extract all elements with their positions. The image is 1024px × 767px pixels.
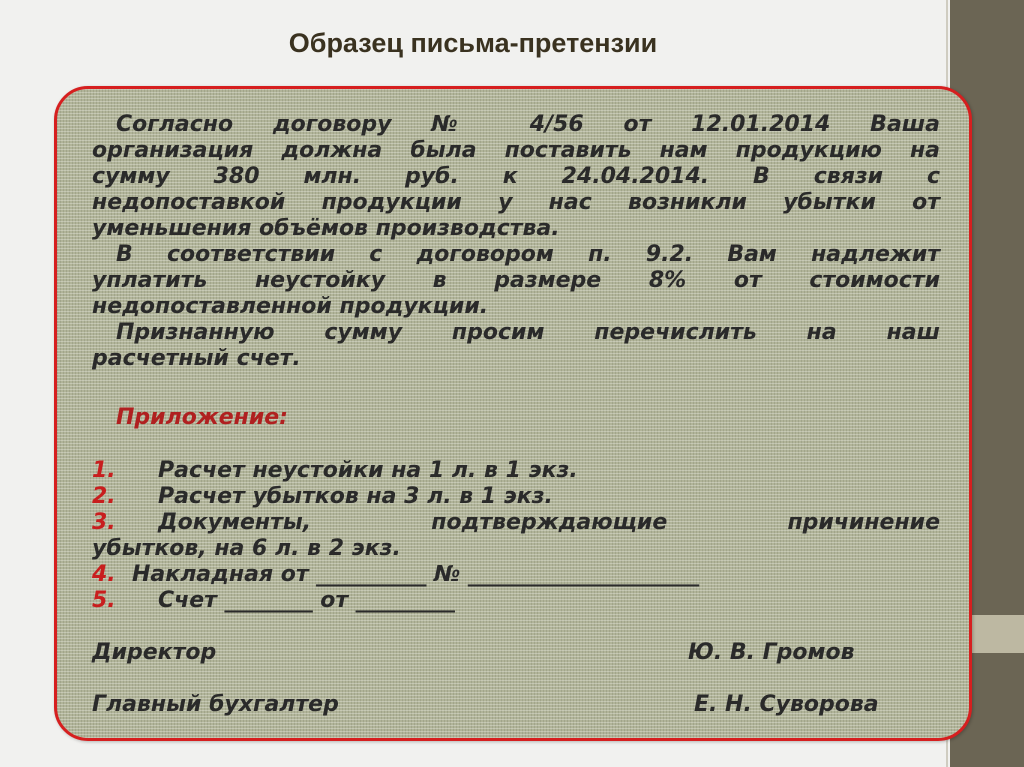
- page-title: Образец письма-претензии: [288, 28, 658, 58]
- appendix-item-text: убытков, на 6 л. в 2 экз.: [92, 536, 401, 561]
- paragraph-2-line-3: недопоставленной продукции.: [92, 294, 489, 319]
- appendix-item-text: Расчет неустойки на 1 л. в 1 экз.: [158, 458, 578, 483]
- appendix-item: [92, 588, 940, 614]
- signature-name: Е. Н. Суворова: [694, 692, 879, 717]
- appendix-item-continuation: [92, 536, 940, 562]
- appendix-item: [92, 458, 940, 484]
- appendix-item-text: Расчет убытков на 3 л. в 1 экз.: [158, 484, 553, 509]
- paragraph-3-line-2: расчетный счет.: [92, 346, 301, 371]
- appendix-item-text: Счет ________ от _________: [158, 588, 455, 613]
- appendix-item: [92, 484, 940, 510]
- appendix-item: [92, 562, 940, 588]
- paragraph-1-line-4: недопоставкой продукции у нас возникли убытки от: [92, 190, 940, 215]
- appendix-item-number: 1.: [92, 458, 116, 483]
- letter-body: [92, 112, 940, 372]
- paragraph-2-line-2: уплатить неустойку в размере 8% от стоимости: [92, 268, 940, 293]
- paragraph-1-line-1: Согласно договору № 4/56 от 12.01.2014 Ваша: [116, 112, 940, 137]
- appendix-item-text: Накладная от __________ № _____________________: [132, 562, 700, 587]
- signature-name: Ю. В. Громов: [688, 640, 855, 665]
- appendix-item-text: Документы, подтверждающие причинение: [158, 510, 940, 535]
- appendix-item-number: 2.: [92, 484, 116, 509]
- appendix-item-number: 4.: [92, 562, 116, 587]
- paragraph-3-line-1: Признанную сумму просим перечислить на наш: [116, 320, 940, 345]
- appendix-item: [92, 510, 940, 536]
- paragraph-1-line-3: сумму 380 млн. руб. к 24.04.2014. В связи с: [92, 164, 940, 189]
- appendix-list: [92, 458, 940, 614]
- paragraph-1-line-2: организация должна была поставить нам продукцию на: [92, 138, 940, 163]
- paragraph-2-line-1: В соответствии с договором п. 9.2. Вам надлежит: [116, 242, 940, 267]
- appendix-item-number: 5.: [92, 588, 116, 613]
- signature-role: Директор: [92, 640, 217, 665]
- appendix-heading: Приложение:: [116, 405, 288, 430]
- appendix-item-number: 3.: [92, 510, 116, 535]
- paragraph-1-line-5: уменьшения объёмов производства.: [92, 216, 560, 241]
- signature-role: Главный бухгалтер: [92, 692, 339, 717]
